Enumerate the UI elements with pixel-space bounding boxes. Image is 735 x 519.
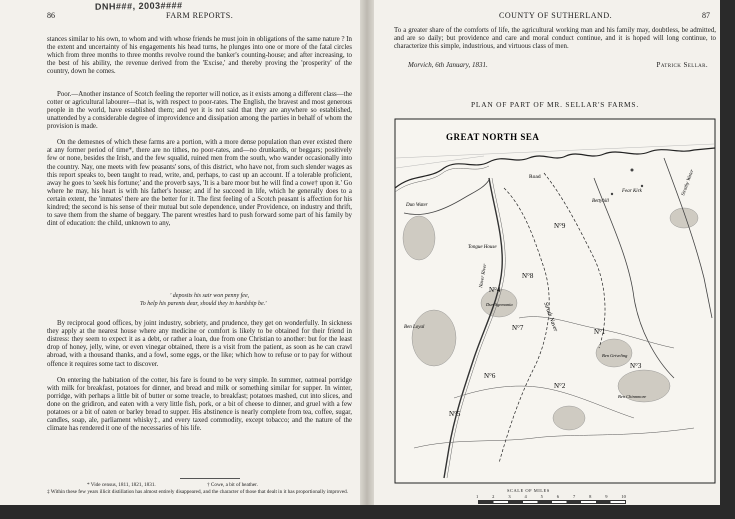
label-no3: N°3 (630, 362, 642, 370)
right-page (374, 0, 720, 505)
label-no4: N°4 (489, 286, 501, 294)
paragraph: On the demesnes of which these farms are a portion, with a more dense population than ever existed there at any former period of time*, there are no tithes, no poor-rates, and—no drunkards, or beggars; positively few or none, besides the Irish, and the few squalid, ruined men from the south, who wander occasionally into the country. Nay, one meets with few peasants' sons, of this district, who have not, from such slender wages as this report speaks to, been taught to read, write, and, perhaps, to cast up an account. If a tolerable proficient, away he goes to 'seek his fortune;' and the proverb says, 'It is a bare moor but he will find a cowe† upon it.' Go where he may, his heart is with his father's house; and if he succeed in life, which he generally does to a certain extent, the 'inmates' there are the better for it. The first feeling of a Scotch peasant is affection for his kindred; the second is his sense of their mutual but sole dependence, under Providence, on industry and thrift, to save them from the shame of beggary. The parent wrestles hard to push forward some part of his family by dint of education: the child, unknown to any, (47, 139, 353, 228)
left-page (0, 0, 360, 505)
scale-tick: 7 (572, 494, 576, 499)
label-river: Naver River (479, 263, 489, 289)
scale-numbers (476, 494, 626, 499)
paragraph: stances similar to his own, to whom and with whose friends he must join in obligations of the same nature ? In the extent and uncertainty of his engagements his head turns, he plunges into one or more of the fatal circles which from three months to three months revolve round the banker's counting-house; and after increasing, to the best of his ability, the revenue derived from the 'Excise,' and thereby proving the 'prosperity' of the country, down he comes. (47, 36, 352, 76)
label-road: Road (529, 174, 541, 180)
map-border (395, 119, 715, 483)
scale-tick: 8 (589, 494, 592, 499)
label-strath-naver: Strath Naver (542, 301, 559, 333)
label-dunwater: Dun Water (406, 203, 428, 208)
label-no7: N°7 (512, 324, 524, 332)
footnote-distillation: ‡ Within these few years illicit distillation has almost entirely disappeared, and the character of those that dealt in it has proportionally improved. (47, 489, 349, 495)
hill-shading (670, 208, 698, 228)
right-body-text: To a greater share of the comforts of life, the agricultural working man and his family may, doubtless, be admitted, and are so daily; but providence and care and moral conduct continue, and it is hoped will long continue, to characterize this simple, industrious, and virtuous class of men. (394, 27, 716, 51)
page-number-right: 87 (702, 11, 710, 20)
scale-tick: 5 (540, 494, 543, 499)
left-body-text-2 (47, 312, 352, 442)
left-body-text-1 (47, 28, 352, 236)
page-number-left: 86 (47, 11, 55, 20)
label-strathy: Strathy Water (681, 169, 696, 197)
label-dun-sgemania: Dun Sgemania (486, 302, 513, 307)
signature-block (394, 61, 716, 69)
book-gutter (360, 0, 374, 505)
footnote-cowe: † Cowe, a bit of heather. (207, 482, 258, 488)
label-fourkirk: Fear Kirk (622, 189, 642, 194)
signature: Patrick Sellar. (656, 61, 708, 69)
footnote (47, 482, 352, 488)
footnote-rule (180, 478, 240, 479)
verse-line: ' deposits his sair won penny fee, (170, 293, 250, 299)
scale-tick: 2 (492, 494, 495, 499)
running-head-left: FARM REPORTS. (166, 11, 234, 20)
map-title: PLAN OF PART OF MR. SELLAR'S FARMS. (471, 100, 639, 109)
verse-line: To help his parents dear, should they in hardship be.' (140, 301, 267, 307)
farm-map (394, 118, 716, 484)
scale-tick: 1 (476, 494, 479, 499)
label-no5: N°5 (449, 410, 461, 418)
scale-tick: 9 (605, 494, 608, 499)
scale-tick: 3 (508, 494, 511, 499)
hill-shading (553, 406, 585, 430)
label-ben-griveling: Ben Griveling (602, 353, 628, 358)
scale-bar (478, 500, 626, 504)
scale-tick: 6 (556, 494, 560, 499)
label-no2: N°2 (554, 382, 566, 390)
label-ben-loyal: Ben Loyal (404, 325, 425, 330)
dateline: Morvich, 6th January, 1831. (408, 61, 488, 69)
label-bettyhill: Bettyhill (592, 199, 609, 204)
scale-tick: 10 (621, 494, 626, 499)
label-tongue-house: Tongue House (468, 245, 497, 250)
footnote-census: * Vide census, 1811, 1821, 1831. (87, 482, 156, 488)
handwritten-annotation: DNH###, 2003#### (94, 0, 183, 12)
label-sea: GREAT NORTH SEA (446, 132, 540, 142)
label-ben-chinnmore: Ben Chinnmore (618, 394, 647, 399)
label-no1: N°1 (594, 328, 606, 336)
label-no8: N°8 (522, 272, 534, 280)
hill-shading (403, 216, 435, 260)
label-no6: N°6 (484, 372, 496, 380)
scale-label: SCALE OF MILES (507, 488, 550, 493)
running-head-right: COUNTY OF SUTHERLAND. (499, 11, 613, 20)
label-no9: N°9 (554, 222, 566, 230)
ben-loyal-shading (412, 310, 456, 366)
paragraph: On entering the habitation of the cotter, his fare is found to be very simple. In summer, oatmeal porridge with milk for breakfast, potatoes for dinner, and bread and milk or something similar for supper. In winter, porridge, with perhaps a little bit of butter or some treacle, to breakfast; potatoes mashed, cut into slices, and done on the gridiron, and eaten with a very little fish, pork, or a bit of cheese to dinner, and gruel with a few potatoes or a bit of oaten or barley bread to supper. His abstinence is nearly complete from tea, coffee, sugar, candles, soap, ale, parliament whisky‡, and every taxed commodity, except tobacco; and the nature of the climate has rendered it one of the necessaries of his life. (47, 376, 352, 433)
paragraph: By reciprocal good offices, by joint industry, sobriety, and prudence, they get on wonderfully. In sickness they apply at the nearest house where any medicine or comfort is likely to be obtained for their friend in distress: they seem to expect it as a debt, or rather a loan, due from one Christian to another: but for the least drop of honey, jelly, wine, or even vinegar obtained, there is a visit from the patient, as soon as he can crawl abroad, with a thousand thanks, and a fowl, some eggs, or the like; which how to refuse or to pay for without offence it requires some tact to discover. (47, 320, 352, 368)
scale-tick: 4 (524, 494, 527, 499)
paragraph: Poor.—Another instance of Scotch feeling the reporter will notice, as it exists among a different class—the cotter or agricultural labourer—that is, with respect to poor-rates. The English, the bravest and most generous people in the world, have established them; and yet it is not said that they are anywhere so established, unattended by a considerable degree of improvidence and dissipation among the parties in behalf of whom the provision is made. (47, 90, 352, 131)
